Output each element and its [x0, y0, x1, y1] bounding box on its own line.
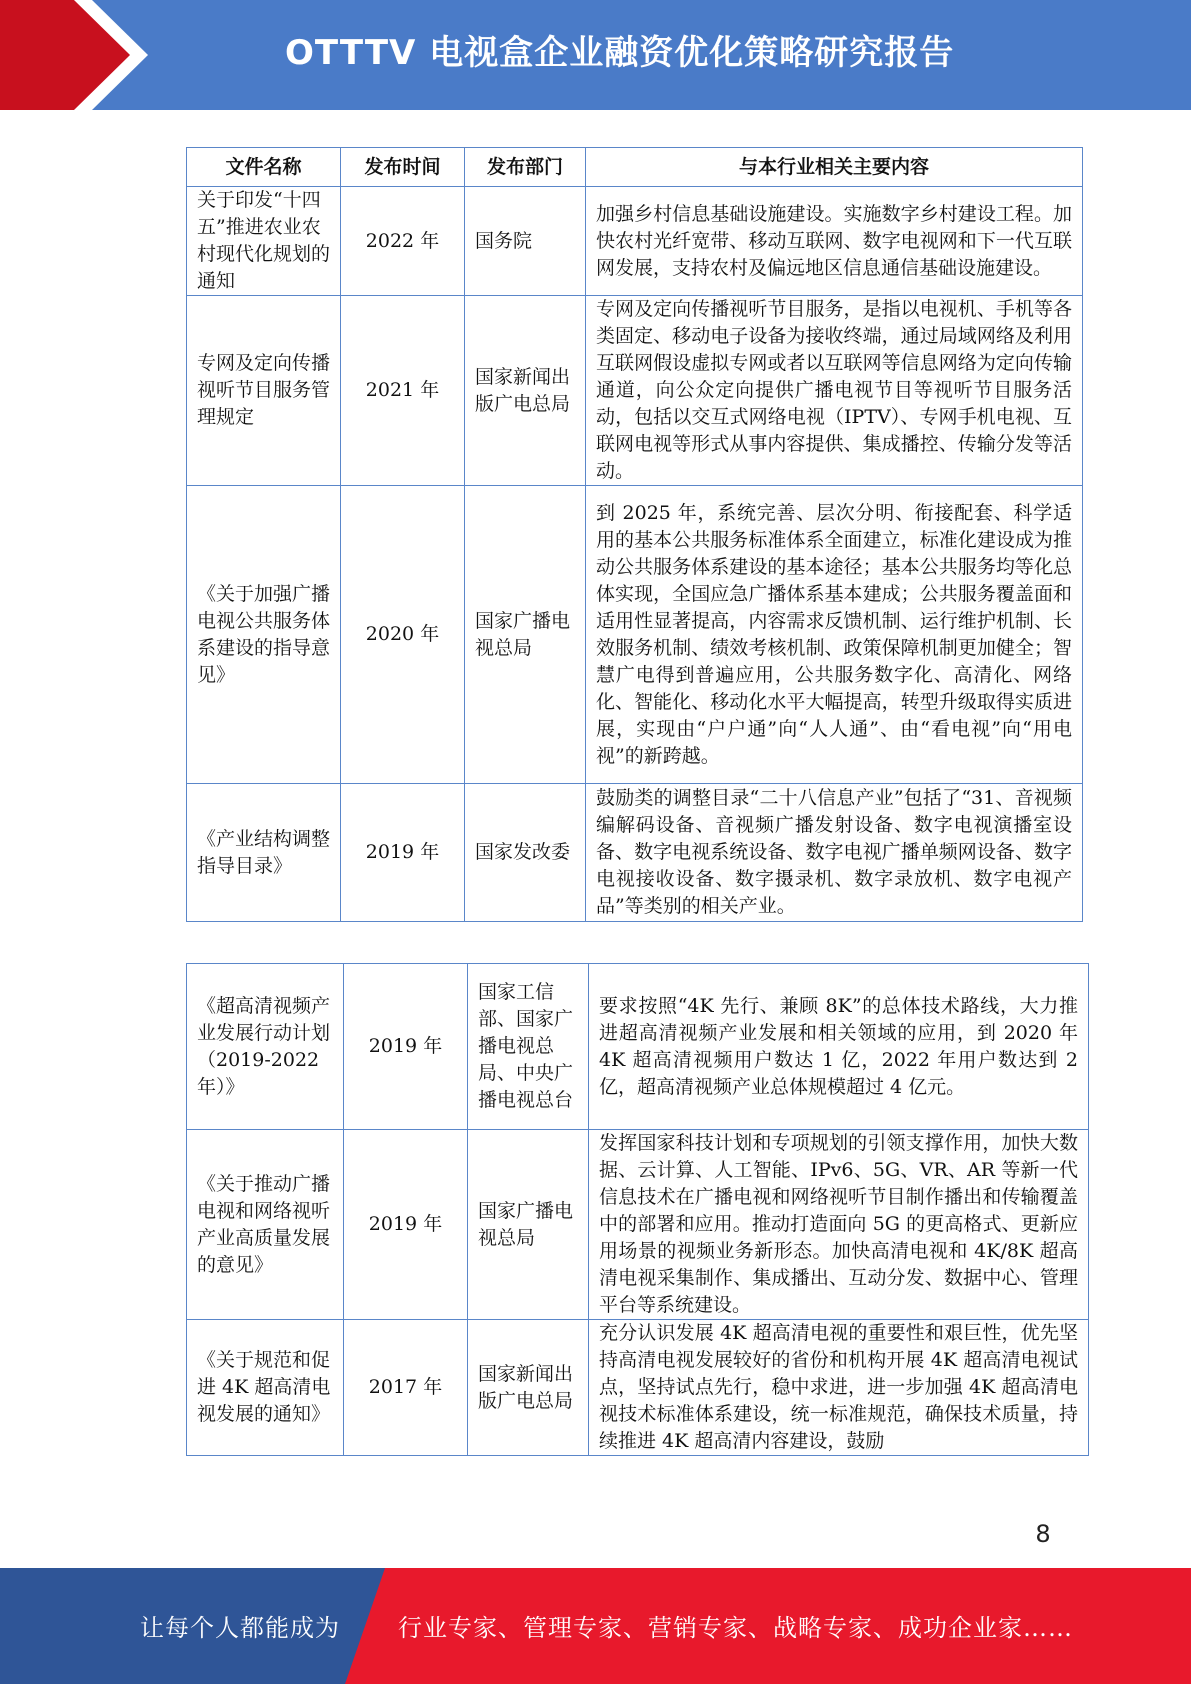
file-name-cell: 《关于推动广播电视和网络视听产业高质量发展的意见》 [187, 1130, 344, 1320]
date-cell: 2019 年 [341, 784, 465, 922]
table-row [187, 964, 1089, 1130]
table-row [187, 1130, 1089, 1320]
content-cell: 加强乡村信息基础设施建设。实施数字乡村建设工程。加快农村光纤宽带、移动互联网、数字电视网和下一代互联网发展，支持农村及偏远地区信息通信基础设施建设。 [586, 187, 1083, 296]
department-cell: 国家广播电视总局 [468, 1130, 589, 1320]
content-cell: 到 2025 年，系统完善、层次分明、衔接配套、科学适用的基本公共服务标准体系全面建立，标准化建设成为推动公共服务体系建设的基本途径；基本公共服务均等化总体实现，全国应急广播体系基本建成；公共服务覆盖面和适用性显著提高，内容需求反馈机制、运行维护机制、长效服务机制、绩效考核机制、政策保障机制更加健全；智慧广电得到普遍应用，公共服务数字化、高清化、网络化、智能化、移动化水平大幅提高，转型升级取得实质进展，实现由“户户通”向“人人通”、由“看电视”向“用电视”的新跨越。 [586, 486, 1083, 784]
header-department: 发布部门 [465, 148, 586, 187]
content-cell: 发挥国家科技计划和专项规划的引领支撑作用，加快大数据、云计算、人工智能、IPv6、5G、VR、AR 等新一代信息技术在广播电视和网络视听节目制作播出和传输覆盖中的部署和应用。推动打造面向 5G 的更高格式、更新应用场景的视频业务新形态。加快高清电视和 4K/8K 超高清电视采集制作、集成播出、互动分发、数据中心、管理平台等系统建设。 [589, 1130, 1089, 1320]
table-row [187, 784, 1083, 922]
table-header-row [187, 148, 1083, 187]
content-cell: 要求按照“4K 先行、兼顾 8K”的总体技术路线，大力推进超高清视频产业发展和相关领域的应用，到 2020 年 4K 超高清视频用户数达 1 亿，2022 年用户数达到 2 亿，超高清视频产业总体规模超过 4 亿元。 [589, 964, 1089, 1130]
date-cell: 2019 年 [344, 964, 468, 1130]
content-cell: 鼓励类的调整目录“二十八信息产业”包括了“31、音视频编解码设备、音视频广播发射设备、数字电视演播室设备、数字电视系统设备、数字电视广播单频网设备、数字电视接收设备、数字摄录机、数字录放机、数字电视产品”等类别的相关产业。 [586, 784, 1083, 922]
file-name-cell: 关于印发“十四五”推进农业农村现代化规划的通知 [187, 187, 341, 296]
file-name-cell: 《产业结构调整指导目录》 [187, 784, 341, 922]
header-file-name: 文件名称 [187, 148, 341, 187]
date-cell: 2021 年 [341, 296, 465, 486]
department-cell: 国务院 [465, 187, 586, 296]
date-cell: 2019 年 [344, 1130, 468, 1320]
page-number: 8 [1035, 1520, 1051, 1548]
report-header [0, 0, 1191, 110]
table-row [187, 486, 1083, 784]
department-cell: 国家新闻出版广电总局 [465, 296, 586, 486]
department-cell: 国家新闻出版广电总局 [468, 1320, 589, 1456]
department-cell: 国家广播电视总局 [465, 486, 586, 784]
table-row [187, 1320, 1089, 1456]
file-name-cell: 《超高清视频产业发展行动计划（2019-2022 年）》 [187, 964, 344, 1130]
date-cell: 2017 年 [344, 1320, 468, 1456]
date-cell: 2020 年 [341, 486, 465, 784]
footer-slogan-left: 让每个人都能成为 [140, 1614, 340, 1642]
policy-table-part2 [186, 963, 1089, 1456]
header-main-content: 与本行业相关主要内容 [586, 148, 1083, 187]
policy-table-part1 [186, 147, 1083, 922]
department-cell: 国家工信部、国家广播电视总局、中央广播电视总台 [468, 964, 589, 1130]
table-row [187, 187, 1083, 296]
file-name-cell: 《关于规范和促进 4K 超高清电视发展的通知》 [187, 1320, 344, 1456]
table-row [187, 296, 1083, 486]
content-cell: 专网及定向传播视听节目服务，是指以电视机、手机等各类固定、移动电子设备为接收终端，通过局域网络及利用互联网假设虚拟专网或者以互联网等信息网络为定向传输通道，向公众定向提供广播电视节目等视听节目服务活动，包括以交互式网络电视（IPTV）、专网手机电视、互联网电视等形式从事内容提供、集成播控、传输分发等活动。 [586, 296, 1083, 486]
report-footer [0, 1568, 1191, 1684]
department-cell: 国家发改委 [465, 784, 586, 922]
date-cell: 2022 年 [341, 187, 465, 296]
footer-slogan-right: 行业专家、管理专家、营销专家、战略专家、成功企业家…… [398, 1614, 1073, 1642]
content-cell: 充分认识发展 4K 超高清电视的重要性和艰巨性，优先坚持高清电视发展较好的省份和机构开展 4K 超高清电视试点，坚持试点先行，稳中求进，进一步加强 4K 超高清电视技术标准体系建设，统一标准规范，确保技术质量，持续推进 4K 超高清内容建设，鼓励 [589, 1320, 1089, 1456]
header-release-date: 发布时间 [341, 148, 465, 187]
file-name-cell: 专网及定向传播视听节目服务管理规定 [187, 296, 341, 486]
report-title: OTTTV 电视盒企业融资优化策略研究报告 [285, 33, 955, 73]
file-name-cell: 《关于加强广播电视公共服务体系建设的指导意见》 [187, 486, 341, 784]
